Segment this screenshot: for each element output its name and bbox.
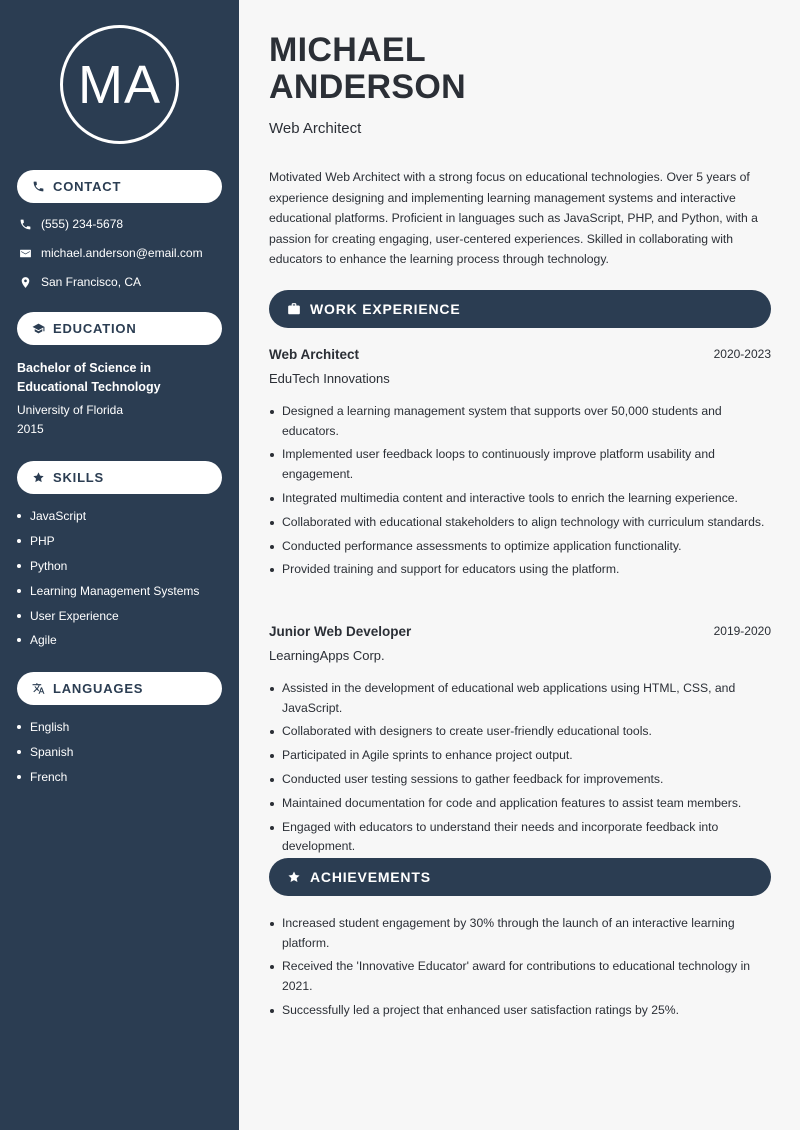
list-item: Integrated multimedia content and interactive tools to enrich the learning experience. — [269, 489, 774, 509]
sidebar — [0, 0, 239, 1130]
education-degree — [17, 359, 161, 397]
star-icon — [286, 870, 301, 885]
list-item: PHP — [17, 529, 199, 554]
list-item: Received the 'Innovative Educator' award for contributions to educational technology in 2021. — [269, 957, 774, 996]
skills-heading: SKILLS — [53, 470, 105, 485]
monogram-avatar — [60, 25, 179, 144]
phone-icon — [31, 180, 45, 194]
star-icon — [31, 471, 45, 485]
main-content — [239, 0, 800, 1130]
education-school: University of Florida — [17, 403, 124, 417]
briefcase-icon — [286, 302, 301, 317]
list-item: French — [17, 765, 73, 790]
contact-email: michael.anderson@email.com — [41, 246, 203, 260]
education-degree-line2: Educational Technology — [17, 380, 161, 394]
list-item: Implemented user feedback loops to continuously improve platform usability and engagement. — [269, 445, 774, 484]
list-item: Agile — [17, 628, 199, 653]
candidate-name — [269, 32, 466, 106]
contact-heading: CONTACT — [53, 179, 122, 194]
list-item: JavaScript — [17, 504, 199, 529]
name-line2: ANDERSON — [269, 68, 466, 106]
skills-heading-pill — [17, 461, 222, 494]
map-pin-icon — [17, 274, 33, 290]
list-item: Engaged with educators to understand their needs and incorporate feedback into development. — [269, 818, 774, 857]
profile-summary: Motivated Web Architect with a strong focus on educational technologies. Over 5 years of experience designing and implementing learning management systems and interactive educational platforms. Proficient in languages such as JavaScript, PHP, and Python, with a passion for creating engaging, user-centered experiences. Skilled in collaborating with educators to enhance the learning process through technology. — [269, 170, 758, 266]
list-item: Participated in Agile sprints to enhance project output. — [269, 746, 774, 766]
contact-location: San Francisco, CA — [41, 275, 142, 289]
languages-heading-pill — [17, 672, 222, 705]
candidate-role: Web Architect — [269, 120, 362, 137]
list-item: Successfully led a project that enhanced user satisfaction ratings by 25%. — [269, 1001, 774, 1021]
job-dates: 2019-2020 — [713, 624, 771, 638]
list-item: Conducted user testing sessions to gather feedback for improvements. — [269, 770, 774, 790]
list-item: User Experience — [17, 603, 199, 628]
education-year: 2015 — [17, 422, 44, 436]
work-heading: WORK EXPERIENCE — [310, 301, 461, 317]
job-bullets — [269, 402, 774, 584]
achievements-heading: ACHIEVEMENTS — [310, 869, 431, 885]
contact-phone: (555) 234-5678 — [41, 217, 124, 231]
education-degree-line1: Bachelor of Science in — [17, 361, 152, 375]
list-item: Increased student engagement by 30% through the launch of an interactive learning platform. — [269, 914, 774, 953]
education-heading: EDUCATION — [53, 321, 137, 336]
achievements-list — [269, 914, 774, 1025]
list-item: Collaborated with educational stakeholders to align technology with curriculum standards. — [269, 513, 774, 533]
contact-heading-pill — [17, 170, 222, 203]
list-item: Designed a learning management system that supports over 50,000 students and educators. — [269, 402, 774, 441]
list-item: Maintained documentation for code and application features to assist team members. — [269, 794, 774, 814]
job-dates: 2020-2023 — [713, 347, 771, 361]
name-line1: MICHAEL — [269, 31, 426, 69]
skills-list — [17, 504, 199, 653]
achievements-heading-pill — [269, 858, 771, 896]
job-title: Web Architect — [269, 347, 360, 362]
initials: MA — [78, 54, 161, 115]
envelope-icon — [17, 245, 33, 261]
list-item: Conducted performance assessments to optimize application functionality. — [269, 537, 774, 557]
list-item: Provided training and support for educators using the platform. — [269, 560, 774, 580]
education-heading-pill — [17, 312, 222, 345]
contact-phone-row — [17, 216, 123, 232]
list-item: Assisted in the development of educational web applications using HTML, CSS, and JavaScript. — [269, 679, 774, 718]
list-item: Learning Management Systems — [17, 578, 199, 603]
languages-list — [17, 715, 73, 789]
graduation-cap-icon — [31, 322, 45, 336]
work-heading-pill — [269, 290, 771, 328]
list-item: Spanish — [17, 740, 73, 765]
translate-icon — [31, 682, 45, 696]
list-item: Python — [17, 554, 199, 579]
contact-location-row — [17, 274, 141, 290]
phone-icon — [17, 216, 33, 232]
job-company: EduTech Innovations — [269, 371, 390, 386]
list-item: English — [17, 715, 73, 740]
contact-email-row — [17, 245, 203, 261]
list-item: Collaborated with designers to create user-friendly educational tools. — [269, 722, 774, 742]
job-company: LearningApps Corp. — [269, 648, 385, 663]
languages-heading: LANGUAGES — [53, 681, 144, 696]
job-title: Junior Web Developer — [269, 624, 412, 639]
job-bullets — [269, 679, 774, 861]
